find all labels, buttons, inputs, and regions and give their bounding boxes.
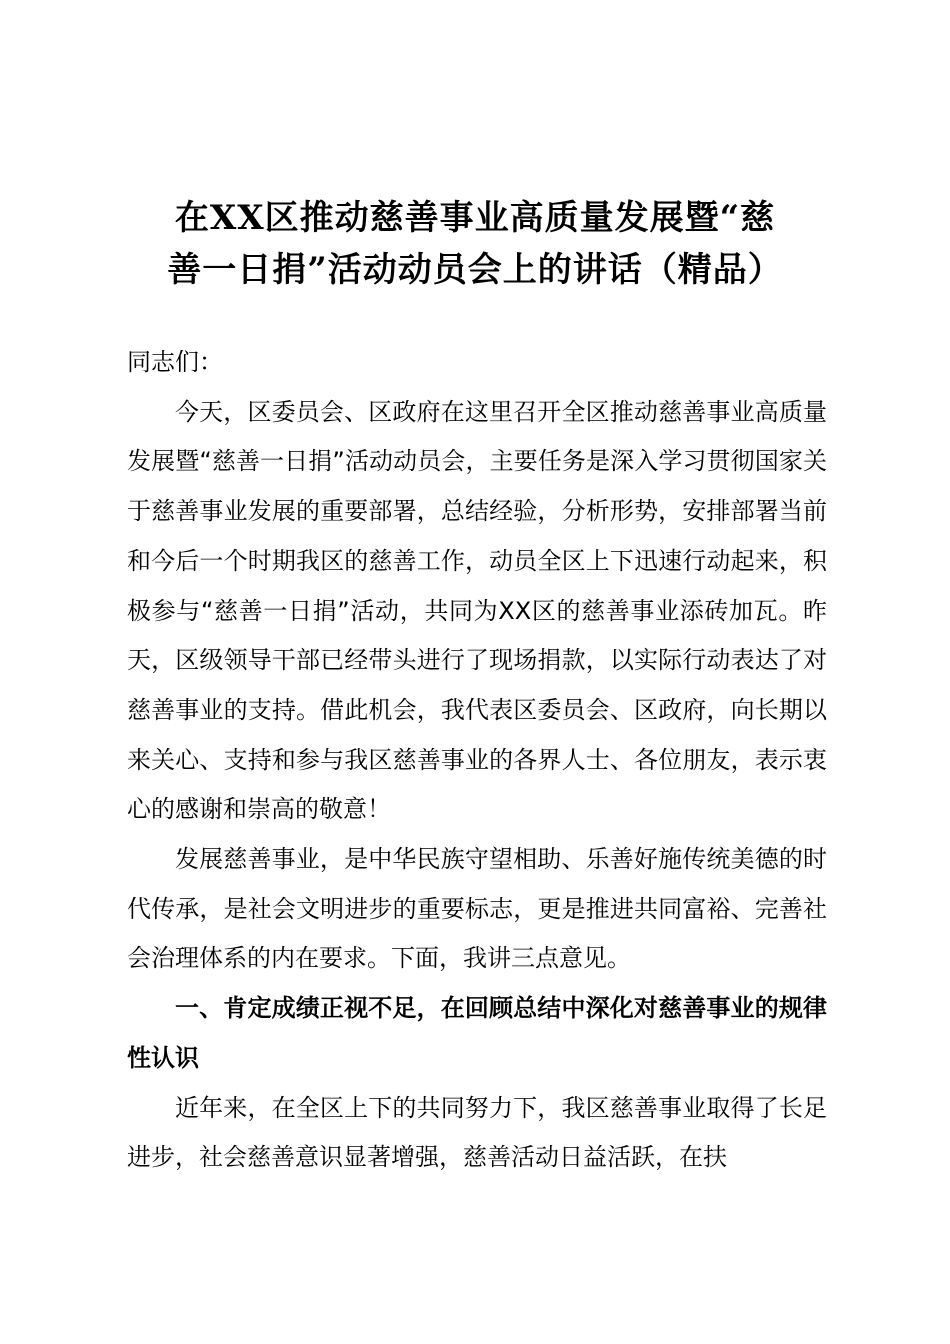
document-body — [127, 338, 827, 1183]
salutation: 同志们： — [127, 348, 223, 376]
title-line-1: 在XX区推动慈善事业高质量发展暨“慈 — [174, 198, 776, 238]
paragraph-intro: 发展慈善事业，是中华民族守望相助、乐善好施传统美德的时代传承，是社会文明进步的重要标志，更是推进共同富裕、完善社会治理体系的内在要求。下面，我讲三点意见。 — [127, 845, 827, 973]
document-title — [110, 192, 840, 296]
title-line-2: 善一日捐”活动动员会上的讲话（精品） — [167, 250, 783, 290]
paragraph-opening: 今天，区委员会、区政府在这里召开全区推动慈善事业高质量发展暨“慈善一日捐”活动动员会，主要任务是深入学习贯彻国家关于慈善事业发展的重要部署，总结经验，分析形势，安排部署当前和今后一个时期我区的慈善工作，动员全区上下迅速行动起来，积极参与“慈善一日捐”活动，共同为XX区的慈善事业添砖加瓦。昨天，区级领导干部已经带头进行了现场捐款，以实际行动表达了对慈善事业的支持。借此机会，我代表区委员会、区政府，向长期以来关心、支持和参与我区慈善事业的各界人士、各位朋友，表示衷心的感谢和崇高的敬意！ — [127, 397, 827, 824]
paragraph-section-one: 近年来，在全区上下的共同努力下，我区慈善事业取得了长足进步，社会慈善意识显著增强，慈善活动日益活跃，在扶 — [127, 1093, 827, 1172]
section-heading: 一、肯定成绩正视不足，在回顾总结中深化对慈善事业的规律性认识 — [127, 994, 827, 1072]
